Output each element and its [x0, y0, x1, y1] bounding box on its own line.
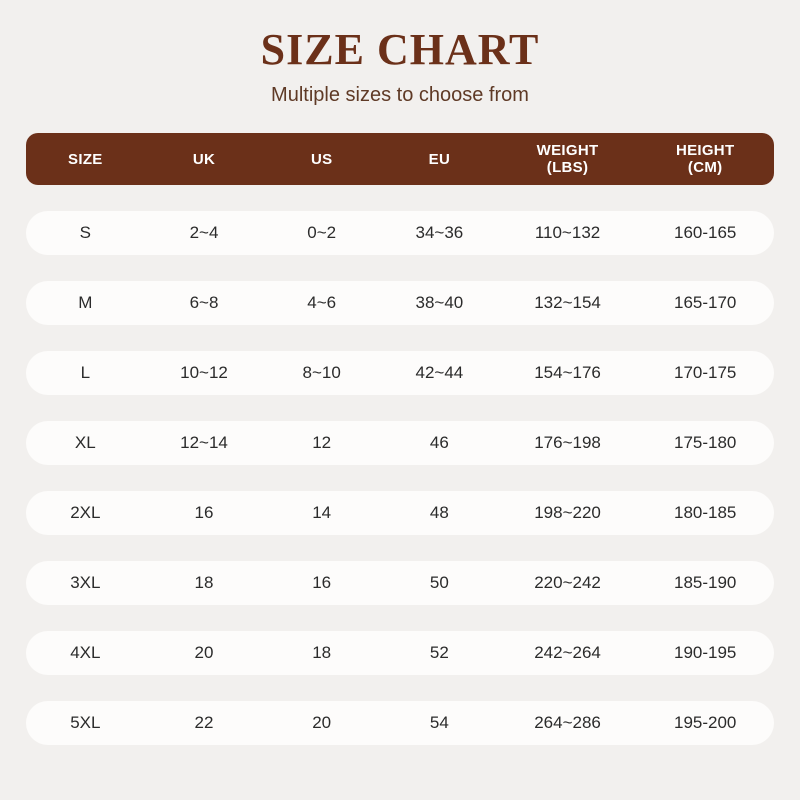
column-header-size-line1: SIZE: [68, 150, 103, 168]
cell-weight: 154~176: [534, 363, 601, 383]
column-header-weight-line2: (LBS): [546, 159, 589, 177]
cell-weight: 264~286: [534, 713, 601, 733]
cell-size: 2XL: [70, 503, 101, 523]
page-title: SIZE CHART: [260, 25, 540, 74]
cell-uk: 6~8: [189, 293, 219, 313]
cell-height: 165-170: [673, 293, 737, 313]
column-header-eu-line1: EU: [428, 150, 451, 168]
cell-size: 4XL: [70, 643, 101, 663]
column-header-height: [636, 142, 774, 177]
column-header-us: [263, 151, 380, 168]
cell-size: 3XL: [70, 573, 101, 593]
cell-weight: 110~132: [534, 223, 601, 243]
cell-size: L: [80, 363, 91, 383]
cell-size: S: [79, 223, 91, 243]
cell-uk: 10~12: [180, 363, 228, 383]
cell-height: 195-200: [673, 713, 737, 733]
cell-eu: 54: [429, 713, 449, 733]
cell-weight: 198~220: [534, 503, 601, 523]
column-header-height-line2: (CM): [687, 159, 723, 177]
size-table: [26, 107, 774, 745]
cell-us: 14: [312, 503, 332, 523]
cell-height: 185-190: [673, 573, 737, 593]
cell-uk: 16: [194, 503, 214, 523]
cell-us: 8~10: [302, 363, 341, 383]
cell-us: 20: [312, 713, 332, 733]
cell-eu: 42~44: [415, 363, 464, 383]
cell-uk: 18: [194, 573, 214, 593]
cell-weight: 220~242: [534, 573, 601, 593]
column-header-weight: [499, 142, 637, 177]
column-header-size: [26, 151, 145, 168]
cell-eu: 46: [429, 433, 449, 453]
column-header-weight-line1: WEIGHT: [536, 142, 599, 160]
cell-height: 180-185: [673, 503, 737, 523]
cell-eu: 48: [429, 503, 449, 523]
cell-size: 5XL: [70, 713, 101, 733]
cell-weight: 176~198: [534, 433, 601, 453]
cell-height: 175-180: [673, 433, 737, 453]
cell-eu: 52: [429, 643, 449, 663]
cell-uk: 20: [194, 643, 214, 663]
table-row: [26, 211, 774, 255]
cell-us: 12: [312, 433, 332, 453]
cell-us: 0~2: [307, 223, 337, 243]
cell-eu: 50: [429, 573, 449, 593]
table-row: [26, 281, 774, 325]
cell-weight: 242~264: [534, 643, 601, 663]
page-subtitle: Multiple sizes to choose from: [271, 84, 529, 107]
cell-us: 4~6: [307, 293, 337, 313]
column-header-uk-line1: UK: [192, 150, 216, 168]
table-header-row: [26, 133, 774, 185]
table-row: [26, 631, 774, 675]
cell-height: 190-195: [673, 643, 737, 663]
column-header-uk: [145, 151, 264, 168]
table-row: [26, 351, 774, 395]
cell-uk: 12~14: [180, 433, 228, 453]
column-header-height-line1: HEIGHT: [675, 142, 735, 160]
cell-size: M: [78, 293, 93, 313]
cell-height: 170-175: [673, 363, 737, 383]
cell-size: XL: [74, 433, 96, 453]
table-row: [26, 701, 774, 745]
cell-weight: 132~154: [534, 293, 601, 313]
column-header-eu: [380, 151, 499, 168]
cell-uk: 2~4: [189, 223, 219, 243]
cell-uk: 22: [194, 713, 214, 733]
cell-height: 160-165: [673, 223, 737, 243]
table-row: [26, 561, 774, 605]
cell-eu: 38~40: [415, 293, 464, 313]
table-row: [26, 421, 774, 465]
table-row: [26, 491, 774, 535]
cell-eu: 34~36: [415, 223, 464, 243]
cell-us: 16: [312, 573, 332, 593]
cell-us: 18: [312, 643, 332, 663]
column-header-us-line1: US: [310, 150, 333, 168]
